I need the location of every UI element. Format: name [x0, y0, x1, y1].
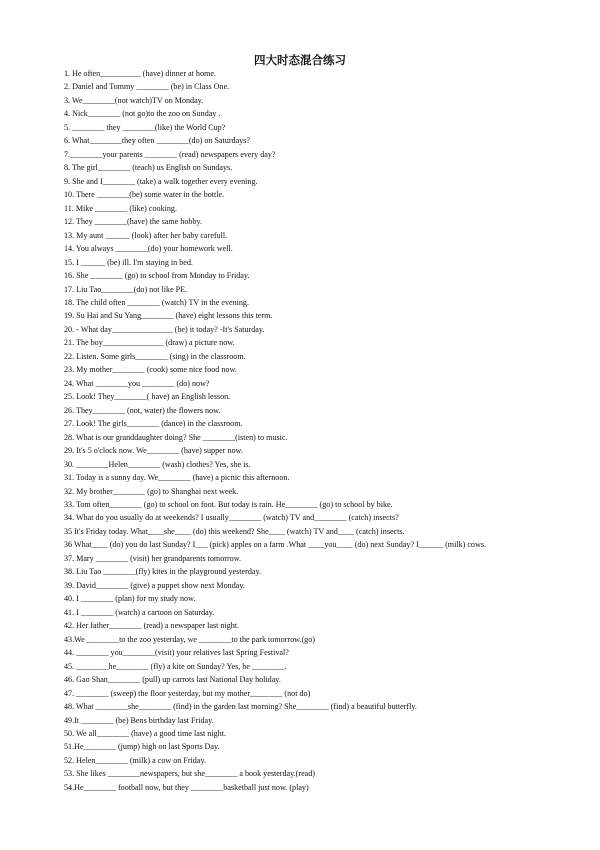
- exercise-item: 28. What is our granddaughter doing? She ________(isten) to music.: [64, 432, 288, 442]
- exercise-item: 18. The child often ________ (watch) TV in the evening.: [64, 297, 249, 307]
- exercise-item: 19. Su Hai and Su Yang________ (have) eight lessons this term.: [64, 311, 273, 321]
- exercise-item: 6. What________they often ________(do) on Saturdays?: [64, 136, 250, 146]
- exercise-list: [64, 67, 560, 794]
- exercise-item: 1. He often__________ (have) dinner at home.: [64, 69, 216, 78]
- exercise-item: 45. ________he________ (fly) a kite on Sunday? Yes, he ________.: [64, 661, 287, 671]
- exercise-item: 11. Mike ________ (like) cooking.: [64, 203, 177, 213]
- exercise-item: 50. We all________ (have) a good time last night.: [64, 728, 226, 738]
- exercise-item: 38. Liu Tao ________(fly) kites in the playground yesterday.: [64, 567, 262, 577]
- exercise-item: 33. Tom often________ (go) to school on foot. But today is rain. He________ (go) to school by bike.: [64, 500, 393, 509]
- exercise-item: 5. ________ they ________(like) the World Cup?: [64, 122, 226, 132]
- exercise-item: 37. Mary ________ (visit) her grandparents tomorrow.: [64, 553, 242, 563]
- exercise-item: 54.He________ football now, but they ________basketball just now. (play): [64, 782, 309, 792]
- exercise-item: 3. We________(not watch)TV on Monday.: [64, 95, 204, 105]
- exercise-item: 49.It ________ (be) Bens birthday last Friday.: [64, 715, 214, 725]
- exercise-item: 27. Look! The girls________ (dance) in the classroom.: [64, 419, 243, 429]
- exercise-item: 42. Her father________ (read) a newspaper last night.: [64, 621, 240, 631]
- exercise-item: 46. Gao Shan________ (pull) up carrots last National Day holiday.: [64, 675, 281, 685]
- exercise-item: 13. My aunt ______ (look) after her baby carefull.: [64, 230, 228, 240]
- exercise-item: 21. The boy_______________ (draw) a picture now.: [64, 338, 235, 348]
- exercise-item: 30. ________Helen________ (wash) clothes? Yes, she is.: [64, 459, 251, 469]
- exercise-item: 44. ________ you________(visit) your relatives last Spring Festival?: [64, 648, 289, 658]
- exercise-item: 35 It's Friday today. What____she____ (do) this weekend? She____ (watch) TV and____ (catch) insects.: [64, 526, 405, 536]
- exercise-item: 43.We ________to the zoo yesterday, we ________to the park tomorrow.(go): [64, 634, 315, 644]
- exercise-item: 51.He________ (jump) high on last Sports Day.: [64, 742, 220, 752]
- exercise-item: 25. Look! They________( have) an English lesson.: [64, 392, 231, 402]
- exercise-item: 17. Liu Tao________(do) not like PE.: [64, 284, 188, 294]
- exercise-item: 2. Daniel and Tommy ________ (be) in Class One.: [64, 82, 230, 92]
- exercise-item: 29. It's 5 o'clock now. We________ (have) supper now.: [64, 446, 243, 456]
- exercise-item: 12. They ________(have) the same hobby.: [64, 217, 203, 227]
- exercise-item: 36 What____ (do) you do last Sunday? I___ (pick) apples on a farm .What ____you____ (do) next Sunday? I______ (milk) cows.: [64, 540, 486, 550]
- exercise-item: 40. I ________ (plan) for my study now.: [64, 594, 196, 604]
- exercise-item: 9. She and I________ (take) a walk together every evening.: [64, 176, 258, 186]
- exercise-item: 15. I ______ (be) ill. I'm staying in bed.: [64, 257, 193, 267]
- exercise-item: 39. David________ (give) a puppet show next Monday.: [64, 580, 245, 590]
- exercise-item: 20. - What day_______________ (be) it today? -It's Saturday.: [64, 324, 265, 334]
- exercise-item: 26. They________ (not, water) the flowers now.: [64, 405, 221, 415]
- exercise-item: 10. There ________(be) some water in the bottle.: [64, 190, 225, 200]
- exercise-item: 47. ________ (sweep) the floor yesterday, but my mother________ (not do): [64, 688, 311, 698]
- exercise-item: 48. What ________she________ (find) in the garden last morning? She________ (find) a beautiful butterfly.: [64, 702, 417, 712]
- exercise-item: 14. You always ________(do) your homework well.: [64, 244, 233, 254]
- exercise-item: 4. Nick________ (not go)to the zoo on Sunday .: [64, 109, 221, 119]
- exercise-item: 23. My mother________ (cook) some nice food now.: [64, 365, 237, 375]
- exercise-item: 31. Today is a sunny day. We________ (have) a picnic this afternoon.: [64, 473, 290, 483]
- exercise-item: 8. The girl________ (teach) us English on Sundays.: [64, 163, 233, 173]
- exercise-item: 41. I ________ (watch) a cartoon on Saturday.: [64, 607, 215, 617]
- worksheet-title: 四大时态混合练习: [254, 53, 346, 67]
- exercise-item: 53. She likes ________newspapers, but she________ a book yesterday.(read): [64, 769, 316, 779]
- exercise-item: 7.________your parents ________ (read) newspapers every day?: [64, 149, 276, 159]
- exercise-item: 16. She ________ (go) to school from Monday to Friday.: [64, 271, 250, 281]
- exercise-item: 22. Listen. Some girls________ (sing) in the classroom.: [64, 351, 246, 361]
- exercise-item: 52. Helen________ (milk) a cow on Friday.: [64, 755, 206, 765]
- exercise-item: 32. My brother________ (go) to Shanghai next week.: [64, 486, 239, 496]
- exercise-item: 24. What ________you ________ (do) now?: [64, 378, 210, 388]
- exercise-item: 34. What do you usually do at weekends? I usually________ (watch) TV and________ (catch) insects?: [64, 513, 399, 523]
